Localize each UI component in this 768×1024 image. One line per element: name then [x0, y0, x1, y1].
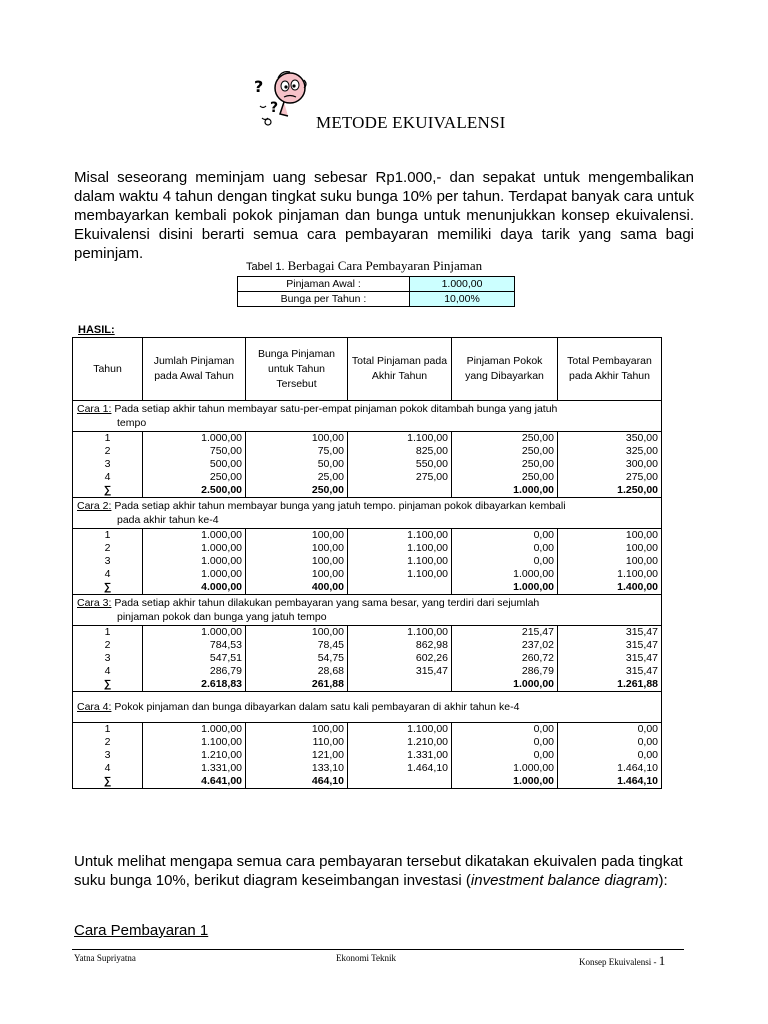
value-cell: 78,45: [246, 639, 348, 652]
value-cell: 1.000,00: [143, 529, 246, 543]
sum-row: [73, 678, 662, 692]
year-cell: 1: [73, 432, 143, 446]
table-row: [73, 445, 662, 458]
value-cell: 2.500,00: [143, 484, 246, 498]
value-cell: 54,75: [246, 652, 348, 665]
year-cell: 4: [73, 665, 143, 678]
cara-text-continued: pinjaman pokok dan bunga yang jatuh tempo: [117, 611, 327, 623]
sum-symbol: ∑: [73, 775, 143, 789]
table-row: [73, 529, 662, 543]
value-cell: 0,00: [558, 736, 662, 749]
value-cell: 315,47: [558, 639, 662, 652]
value-cell: 547,51: [143, 652, 246, 665]
year-cell: 2: [73, 639, 143, 652]
footer-author: Yatna Supriyatna: [74, 953, 136, 963]
closing-text: Untuk melihat mengapa semua cara pembayaran tersebut dikatakan ekuivalen pada tingkat suku bunga 10%, berikut diagram keseimbangan investasi (: [74, 853, 683, 889]
value-cell: 1.100,00: [348, 432, 452, 446]
value-cell: 825,00: [348, 445, 452, 458]
value-cell: 602,26: [348, 652, 452, 665]
value-cell: 286,79: [143, 665, 246, 678]
svg-text:?: ?: [254, 77, 264, 96]
year-cell: 3: [73, 652, 143, 665]
value-cell: 1.000,00: [143, 555, 246, 568]
value-cell: 1.100,00: [348, 723, 452, 737]
table-row: [73, 542, 662, 555]
value-cell: 215,47: [452, 626, 558, 640]
value-cell: 784,53: [143, 639, 246, 652]
param-row: [238, 292, 515, 307]
year-cell: 3: [73, 458, 143, 471]
value-cell: 250,00: [452, 432, 558, 446]
footer-page-info: [579, 953, 665, 969]
value-cell: 25,00: [246, 471, 348, 484]
payment-schedule-table: [72, 337, 662, 789]
table-row: [73, 749, 662, 762]
value-cell: 1.100,00: [348, 568, 452, 581]
value-cell: 275,00: [558, 471, 662, 484]
value-cell: 500,00: [143, 458, 246, 471]
table-row: [73, 652, 662, 665]
value-cell: 50,00: [246, 458, 348, 471]
table-row: [73, 555, 662, 568]
table-caption-prefix: Tabel 1.: [246, 261, 285, 273]
cara-text: Pokok pinjaman dan bunga dibayarkan dalam satu kali pembayaran di akhir tahun ke-4: [114, 701, 520, 713]
value-cell: 1.331,00: [143, 762, 246, 775]
hasil-label: HASIL:: [78, 324, 115, 336]
year-cell: 4: [73, 568, 143, 581]
table-row: [73, 458, 662, 471]
table-row: [73, 568, 662, 581]
document-title: METODE EKUIVALENSI: [316, 113, 506, 132]
value-cell: 0,00: [558, 723, 662, 737]
cara-label: Cara 3:: [77, 597, 112, 609]
svg-text:?: ?: [270, 100, 279, 116]
value-cell: 1.000,00: [452, 762, 558, 775]
table-row: [73, 762, 662, 775]
cara-description: [73, 401, 662, 432]
value-cell: 0,00: [452, 555, 558, 568]
value-cell: 1.000,00: [452, 678, 558, 692]
sum-symbol: ∑: [73, 484, 143, 498]
value-cell: 133,10: [246, 762, 348, 775]
value-cell: 1.100,00: [348, 542, 452, 555]
value-cell: 100,00: [558, 529, 662, 543]
value-cell: 275,00: [348, 471, 452, 484]
value-cell: [348, 581, 452, 595]
table-body: [73, 401, 662, 789]
value-cell: 0,00: [452, 542, 558, 555]
value-cell: 100,00: [246, 568, 348, 581]
cara-label: Cara 1:: [77, 403, 112, 415]
value-cell: 28,68: [246, 665, 348, 678]
value-cell: 121,00: [246, 749, 348, 762]
value-cell: 1.000,00: [452, 581, 558, 595]
cara-description: [73, 498, 662, 529]
year-cell: 1: [73, 626, 143, 640]
year-cell: 3: [73, 555, 143, 568]
header-cell: Total Pembayaran pada Akhir Tahun: [558, 338, 662, 401]
table-row: [73, 736, 662, 749]
value-cell: 1.000,00: [143, 542, 246, 555]
value-cell: 1.100,00: [558, 568, 662, 581]
cara-header-row: [73, 595, 662, 626]
table-row: [73, 432, 662, 446]
value-cell: 1.210,00: [143, 749, 246, 762]
value-cell: 100,00: [558, 555, 662, 568]
value-cell: 325,00: [558, 445, 662, 458]
sum-row: [73, 775, 662, 789]
value-cell: 315,47: [348, 665, 452, 678]
sum-symbol: ∑: [73, 678, 143, 692]
header-cell: Jumlah Pinjaman pada Awal Tahun: [143, 338, 246, 401]
value-cell: 100,00: [558, 542, 662, 555]
year-cell: 4: [73, 762, 143, 775]
value-cell: 1.000,00: [452, 568, 558, 581]
value-cell: 1.000,00: [143, 432, 246, 446]
value-cell: 1.464,10: [558, 762, 662, 775]
cara-header-row: [73, 401, 662, 432]
value-cell: 250,00: [452, 471, 558, 484]
closing-italic-term: investment balance diagram: [470, 872, 659, 889]
year-cell: 2: [73, 542, 143, 555]
year-cell: 1: [73, 529, 143, 543]
value-cell: 400,00: [246, 581, 348, 595]
value-cell: 1.210,00: [348, 736, 452, 749]
value-cell: 237,02: [452, 639, 558, 652]
value-cell: 0,00: [452, 723, 558, 737]
param-value: 1.000,00: [410, 277, 515, 292]
value-cell: 1.331,00: [348, 749, 452, 762]
value-cell: 100,00: [246, 542, 348, 555]
table-header-row: [73, 338, 662, 401]
cara-header-row: [73, 692, 662, 723]
cara-text: Pada setiap akhir tahun membayar satu-per-empat pinjaman pokok ditambah bunga yang jatuh: [114, 403, 558, 415]
value-cell: 1.250,00: [558, 484, 662, 498]
value-cell: 315,47: [558, 626, 662, 640]
cara-description: [73, 692, 662, 723]
value-cell: 1.400,00: [558, 581, 662, 595]
value-cell: 0,00: [452, 529, 558, 543]
value-cell: 2.618,83: [143, 678, 246, 692]
value-cell: 300,00: [558, 458, 662, 471]
value-cell: 260,72: [452, 652, 558, 665]
value-cell: 350,00: [558, 432, 662, 446]
param-label: Bunga per Tahun :: [238, 292, 410, 307]
value-cell: 1.100,00: [348, 529, 452, 543]
value-cell: 100,00: [246, 529, 348, 543]
param-row: [238, 277, 515, 292]
value-cell: 110,00: [246, 736, 348, 749]
value-cell: 1.100,00: [143, 736, 246, 749]
value-cell: 315,47: [558, 665, 662, 678]
value-cell: 862,98: [348, 639, 452, 652]
year-cell: 1: [73, 723, 143, 737]
value-cell: 1.100,00: [348, 626, 452, 640]
param-value: 10,00%: [410, 292, 515, 307]
value-cell: 4.641,00: [143, 775, 246, 789]
value-cell: 261,88: [246, 678, 348, 692]
closing-paragraph: [74, 852, 704, 890]
value-cell: 0,00: [452, 736, 558, 749]
value-cell: 100,00: [246, 555, 348, 568]
cara-text: Pada setiap akhir tahun dilakukan pembayaran yang sama besar, yang terdiri dari sejumlah: [114, 597, 540, 609]
intro-paragraph: Misal seseorang meminjam uang sebesar Rp1.000,- dan sepakat untuk mengembalikan dalam waktu 4 tahun dengan tingkat suku bunga 10% per tahun. Terdapat banyak cara untuk membayarkan kembali pokok pinjaman dan bunga untuk menunjukkan konsep ekuivalensi. Ekuivalensi disini berarti semua cara pembayaran memiliki daya tarik yang sama bagi peminjam.: [74, 169, 694, 262]
header-cell: Total Pinjaman pada Akhir Tahun: [348, 338, 452, 401]
section-heading: Cara Pembayaran 1: [74, 922, 209, 939]
year-cell: 2: [73, 445, 143, 458]
value-cell: 315,47: [558, 652, 662, 665]
value-cell: 1.100,00: [348, 555, 452, 568]
value-cell: 1.000,00: [143, 626, 246, 640]
table-row: [73, 471, 662, 484]
value-cell: 550,00: [348, 458, 452, 471]
table-row: [73, 665, 662, 678]
table-row: [73, 723, 662, 737]
value-cell: 1.000,00: [452, 484, 558, 498]
value-cell: [348, 678, 452, 692]
cara-header-row: [73, 498, 662, 529]
cara-description: [73, 595, 662, 626]
footer-divider: [72, 949, 684, 950]
page-number: 1: [658, 953, 666, 968]
table-row: [73, 626, 662, 640]
value-cell: 750,00: [143, 445, 246, 458]
year-cell: 3: [73, 749, 143, 762]
year-cell: 4: [73, 471, 143, 484]
header-cell: Tahun: [73, 338, 143, 401]
value-cell: 75,00: [246, 445, 348, 458]
cara-text: Pada setiap akhir tahun membayar bunga yang jatuh tempo. pinjaman pokok dibayarkan kembali: [114, 500, 566, 512]
value-cell: 1.000,00: [143, 568, 246, 581]
value-cell: 464,10: [246, 775, 348, 789]
value-cell: 286,79: [452, 665, 558, 678]
value-cell: [348, 775, 452, 789]
cara-label: Cara 2:: [77, 500, 112, 512]
value-cell: 250,00: [452, 445, 558, 458]
value-cell: 4.000,00: [143, 581, 246, 595]
value-cell: 1.000,00: [452, 775, 558, 789]
value-cell: 1.261,88: [558, 678, 662, 692]
cara-text-continued: tempo: [117, 417, 147, 429]
value-cell: [348, 484, 452, 498]
value-cell: 0,00: [558, 749, 662, 762]
sum-row: [73, 484, 662, 498]
footer-chapter: Konsep Ekuivalensi -: [579, 957, 657, 967]
value-cell: 1.464,10: [558, 775, 662, 789]
parameter-table: [237, 276, 515, 307]
table-caption: [246, 258, 482, 274]
value-cell: 100,00: [246, 626, 348, 640]
thinking-face-clipart: [248, 66, 318, 130]
value-cell: 0,00: [452, 749, 558, 762]
value-cell: 100,00: [246, 432, 348, 446]
sum-row: [73, 581, 662, 595]
header-cell: Bunga Pinjaman untuk Tahun Tersebut: [246, 338, 348, 401]
value-cell: 1.464,10: [348, 762, 452, 775]
param-label: Pinjaman Awal :: [238, 277, 410, 292]
table-caption-text: Berbagai Cara Pembayaran Pinjaman: [287, 258, 483, 273]
table-row: [73, 639, 662, 652]
value-cell: 250,00: [246, 484, 348, 498]
value-cell: 250,00: [143, 471, 246, 484]
cara-label: Cara 4:: [77, 701, 112, 713]
value-cell: 250,00: [452, 458, 558, 471]
value-cell: 100,00: [246, 723, 348, 737]
year-cell: 2: [73, 736, 143, 749]
footer-course: Ekonomi Teknik: [336, 953, 396, 963]
closing-text-end: ):: [658, 872, 668, 889]
header-cell: Pinjaman Pokok yang Dibayarkan: [452, 338, 558, 401]
sum-symbol: ∑: [73, 581, 143, 595]
cara-text-continued: pada akhir tahun ke-4: [117, 514, 219, 526]
value-cell: 1.000,00: [143, 723, 246, 737]
